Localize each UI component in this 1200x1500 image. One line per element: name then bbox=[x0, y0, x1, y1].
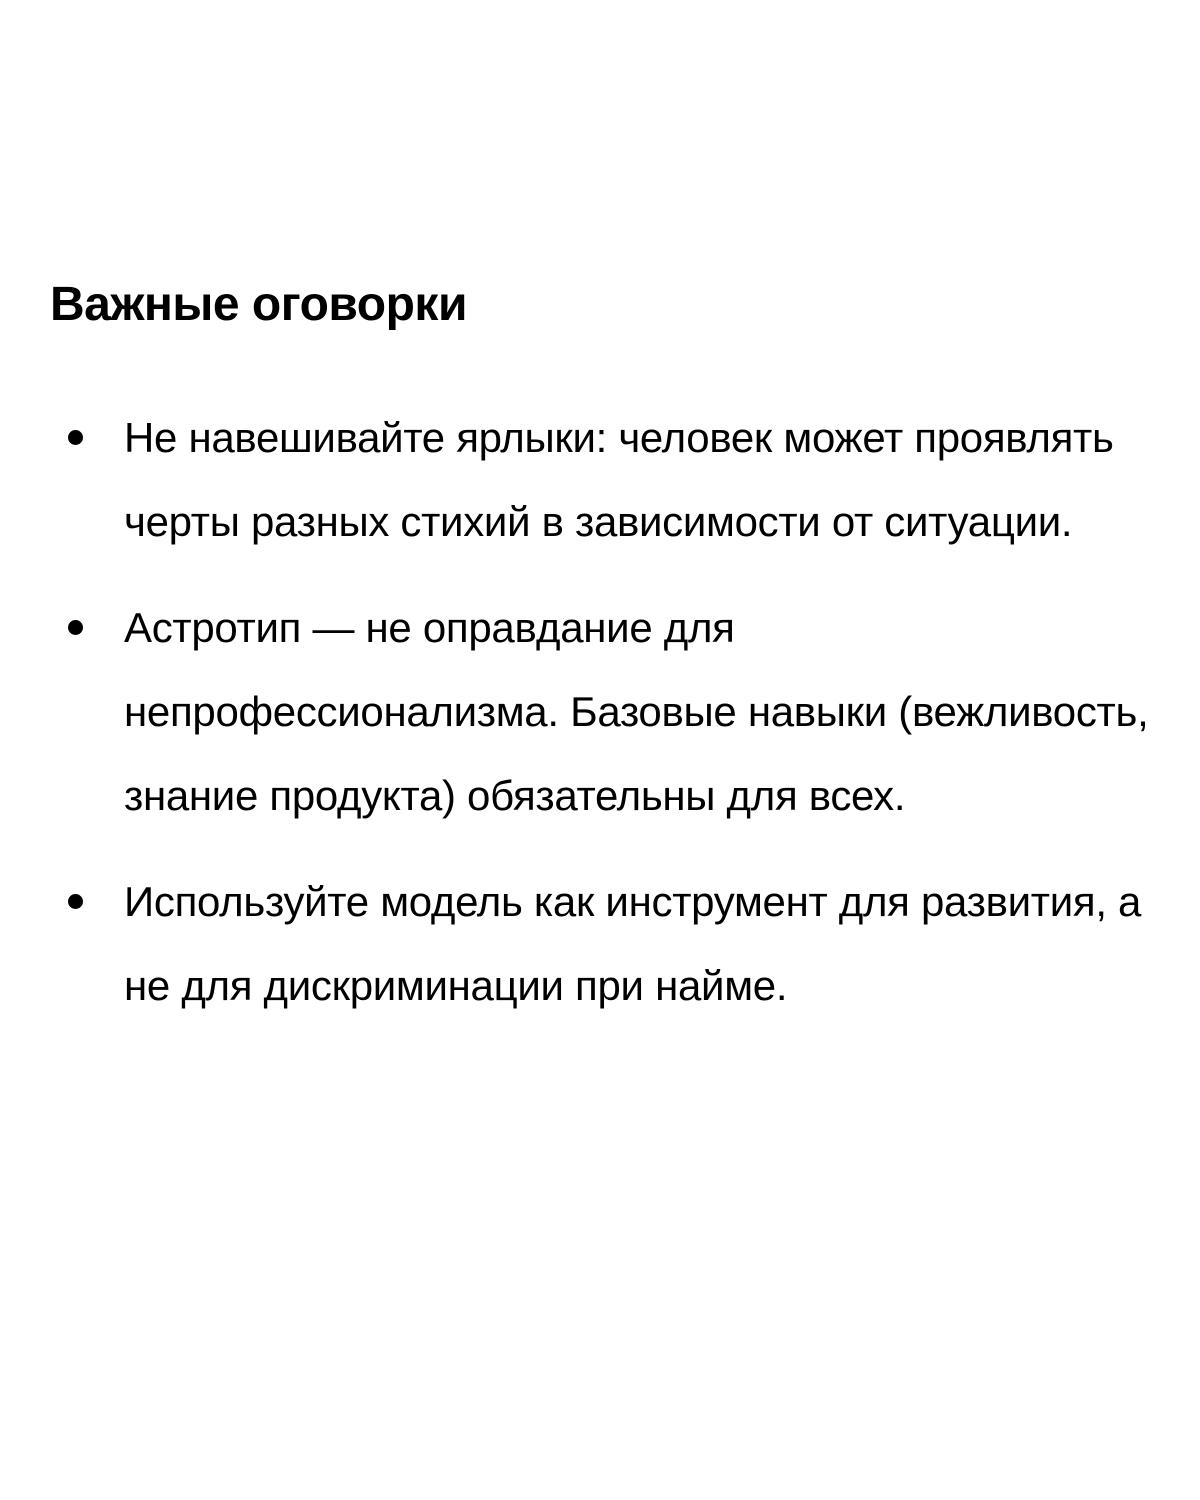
main-content bbox=[50, 270, 1150, 1050]
list-item bbox=[50, 396, 1150, 564]
page-title: Важные оговорки bbox=[50, 278, 467, 331]
list-item-text: Используйте модель как инструмент для развития, а не для дискриминации при найме. bbox=[124, 878, 1142, 1009]
list-item-text: Не навешивайте ярлыки: человек может проявлять черты разных стихий в зависимости от ситуации. bbox=[124, 414, 1114, 545]
list-item bbox=[50, 586, 1150, 838]
list-item-text: Астротип — не оправдание для непрофессионализма. Базовые навыки (вежливость, знание продукта) обязательны для всех. bbox=[124, 604, 1149, 819]
list-item bbox=[50, 860, 1150, 1028]
caveats-list bbox=[50, 396, 1150, 1028]
bullet-icon bbox=[68, 620, 83, 635]
bullet-icon bbox=[68, 894, 83, 909]
bullet-icon bbox=[68, 430, 83, 445]
